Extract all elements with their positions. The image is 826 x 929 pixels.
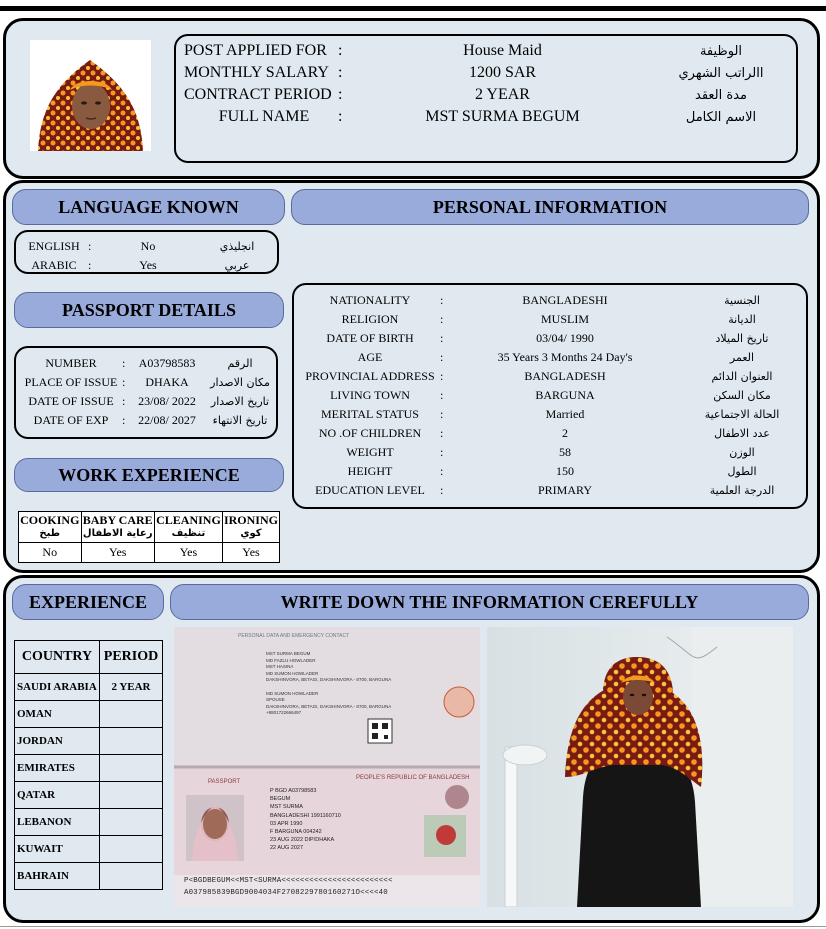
personal-label: LIVING TOWN	[330, 388, 410, 402]
work-experience-table	[18, 511, 280, 563]
experience-row	[15, 782, 163, 809]
header-value: MST SURMA BEGUM	[425, 108, 580, 125]
work-column-en: BABY CARE	[82, 513, 153, 527]
passport-arabic-label: الرقم	[227, 357, 253, 370]
language-label: ENGLISH	[28, 239, 80, 253]
work-column-ar: طبخ	[39, 528, 61, 539]
personal-value: 35 Years 3 Months 24 Day's	[497, 350, 633, 364]
personal-label: NO .OF CHILDREN	[318, 426, 422, 440]
header-arabic-label: الاسم الكامل	[685, 110, 757, 125]
language-value: No	[140, 239, 156, 253]
period-header: PERIOD	[100, 641, 163, 674]
passport-colon: :	[122, 413, 126, 427]
work-column-en: CLEANING	[156, 513, 221, 527]
personal-arabic-label: تاريخ الميلاد	[715, 332, 769, 345]
header-arabic-label: االراتب الشهري	[678, 66, 764, 81]
experience-country: OMAN	[15, 701, 100, 728]
personal-label: EDUCATION LEVEL	[315, 483, 425, 497]
header-arabic-label: مدة العقد	[695, 88, 747, 103]
top-rule	[0, 6, 826, 11]
personal-colon: :	[440, 407, 444, 421]
work-column-value: Yes	[222, 543, 279, 563]
language-arabic-label: عربي	[224, 259, 250, 272]
write-down-title: WRITE DOWN THE INFORMATION CEREFULLY	[170, 584, 809, 620]
passport-scan-data-line: 03 APR 1990	[270, 820, 303, 827]
experience-row	[15, 728, 163, 755]
passport-value: 23/08/ 2022	[138, 394, 196, 408]
personal-label: WEIGHT	[346, 445, 394, 459]
work-column-header	[222, 512, 279, 543]
passport-scan-line: MD SUMON HOWLADER	[266, 670, 319, 676]
passport-arabic-label: مكان الاصدار	[210, 376, 270, 389]
experience-row	[15, 674, 163, 701]
personal-information-title: PERSONAL INFORMATION	[291, 189, 809, 225]
passport-label: DATE OF EXP	[33, 413, 109, 427]
experience-country: SAUDI ARABIA	[15, 674, 100, 701]
passport-mrz-line-2: A037985839BGD9004034F2708229780160271O<<<<40	[184, 889, 388, 897]
work-column-header	[19, 512, 82, 543]
work-column-value: Yes	[81, 543, 154, 563]
experience-country: EMIRATES	[15, 755, 100, 782]
passport-scan-data-line: BEGUM	[270, 796, 291, 803]
passport-label: PLACE OF ISSUE	[24, 375, 118, 389]
personal-arabic-label: العنوان الدائم	[711, 370, 773, 383]
experience-country: KUWAIT	[15, 836, 100, 863]
passport-scan-data-line: P BGD A03798583	[270, 788, 317, 794]
personal-value: 150	[556, 464, 574, 478]
passport-scan-data-line: BANGLADESHI 1991160710	[270, 812, 341, 819]
work-column-en: IRONING	[223, 513, 278, 527]
passport-scan-line: MD FAZLU HOWLADER	[266, 657, 316, 663]
passport-details-title: PASSPORT DETAILS	[14, 292, 284, 328]
header-colon: :	[338, 86, 343, 103]
experience-row	[15, 836, 163, 863]
personal-value: 58	[559, 445, 571, 459]
experience-period	[100, 863, 163, 890]
passport-scan-country: PEOPLE'S REPUBLIC OF BANGLADESH	[356, 775, 470, 781]
passport-scan-heading: PERSONAL DATA AND EMERGENCY CONTACT	[238, 633, 350, 639]
language-value: Yes	[139, 258, 157, 272]
bottom-edge	[0, 926, 826, 927]
passport-scan-image	[174, 627, 480, 907]
passport-scan-line: SPOUSE	[266, 697, 285, 703]
language-colon: :	[88, 258, 92, 272]
header-colon: :	[338, 64, 343, 81]
experience-country: JORDAN	[15, 728, 100, 755]
personal-arabic-label: الجنسية	[724, 294, 760, 307]
personal-colon: :	[440, 483, 444, 497]
passport-scan-data-line: 23 AUG 2022 DIP/DHAKA	[270, 837, 335, 844]
personal-label: AGE	[357, 350, 383, 364]
personal-colon: :	[440, 426, 444, 440]
personal-colon: :	[440, 331, 444, 345]
language-arabic-label: انجليذي	[219, 240, 255, 253]
personal-arabic-label: الطول	[727, 465, 757, 478]
experience-country: BAHRAIN	[15, 863, 100, 890]
language-colon: :	[88, 239, 92, 253]
personal-arabic-label: الدرجة العلمية	[709, 484, 775, 497]
experience-row	[15, 809, 163, 836]
experience-row	[15, 863, 163, 890]
personal-label: HEIGHT	[347, 464, 393, 478]
personal-value: MUSLIM	[540, 312, 589, 326]
experience-period	[100, 836, 163, 863]
work-column-header	[154, 512, 222, 543]
experience-period	[100, 728, 163, 755]
personal-label: MERITAL STATUS	[321, 407, 419, 421]
passport-scan-line: +8801722666497	[266, 710, 302, 716]
header-value: 1200 SAR	[468, 64, 537, 81]
passport-scan-word: PASSPORT	[208, 779, 241, 785]
header-arabic-label: الوظيفة	[699, 44, 743, 59]
passport-scan-line: DAKSHINVORA, BETAGI, DAKSHINVORA - 8700, BARGUNA	[266, 703, 392, 709]
passport-scan-line: MD SUMON HOWLADER	[266, 690, 319, 696]
experience-period: 2 YEAR	[100, 674, 163, 701]
personal-value: BANGLADESH	[524, 369, 606, 383]
personal-arabic-label: مكان السكن	[713, 389, 771, 402]
work-column-ar: تنظيف	[171, 528, 206, 539]
personal-arabic-label: الوزن	[729, 446, 755, 459]
passport-colon: :	[122, 375, 126, 389]
work-column-ar: كوي	[240, 528, 262, 539]
header-colon: :	[338, 42, 343, 59]
experience-period	[100, 782, 163, 809]
passport-colon: :	[122, 356, 126, 370]
header-value: 2 YEAR	[475, 86, 530, 103]
passport-value: A03798583	[138, 356, 196, 370]
personal-value: 03/04/ 1990	[536, 331, 594, 345]
personal-colon: :	[440, 445, 444, 459]
personal-colon: :	[440, 350, 444, 364]
passport-arabic-label: تاريخ الانتهاء	[212, 414, 268, 427]
work-column-en: COOKING	[20, 513, 80, 527]
personal-colon: :	[440, 369, 444, 383]
personal-value: BANGLADESHI	[522, 293, 608, 307]
experience-table	[14, 640, 163, 890]
personal-arabic-label: الحالة الاجتماعية	[704, 408, 780, 421]
personal-label: NATIONALITY	[329, 293, 411, 307]
passport-scan-line: MST SURMA BEGUM	[266, 651, 311, 656]
header-value: House Maid	[463, 42, 542, 59]
country-header: COUNTRY	[15, 641, 100, 674]
personal-arabic-label: الديانة	[728, 313, 756, 326]
personal-colon: :	[440, 388, 444, 402]
passport-arabic-label: تاريخ الاصدار	[210, 395, 270, 408]
personal-label: DATE OF BIRTH	[326, 331, 414, 345]
personal-arabic-label: عدد الاطفال	[714, 427, 770, 440]
personal-arabic-label: العمر	[729, 351, 755, 364]
personal-colon: :	[440, 293, 444, 307]
personal-value: BARGUNA	[535, 388, 595, 402]
language-label: ARABIC	[31, 258, 77, 272]
passport-colon: :	[122, 394, 126, 408]
passport-label: DATE OF ISSUE	[28, 394, 114, 408]
work-column-value: Yes	[154, 543, 222, 563]
work-column-value: No	[19, 543, 82, 563]
passport-mrz-line-1: P<BGDBEGUM<<MST<SURMA<<<<<<<<<<<<<<<<<<<<<<<<	[184, 877, 393, 885]
personal-colon: :	[440, 464, 444, 478]
experience-title: EXPERIENCE	[12, 584, 164, 620]
full-body-photo	[487, 627, 793, 907]
header-label: MONTHLY SALARY	[184, 64, 329, 81]
work-column-ar: رعاية الاطفال	[82, 528, 153, 539]
personal-value: PRIMARY	[537, 483, 593, 497]
personal-value: Married	[545, 407, 585, 421]
experience-country: QATAR	[15, 782, 100, 809]
work-column-header	[81, 512, 154, 543]
personal-label: RELIGION	[341, 312, 399, 326]
experience-country: LEBANON	[15, 809, 100, 836]
header-label: POST APPLIED FOR	[184, 42, 327, 59]
header-colon: :	[338, 108, 343, 125]
work-experience-title: WORK EXPERIENCE	[14, 458, 284, 492]
header-label: CONTRACT PERIOD	[184, 86, 332, 103]
experience-row	[15, 755, 163, 782]
passport-value: 22/08/ 2027	[138, 413, 196, 427]
passport-scan-data-line: F BARGUNA 004242	[270, 829, 322, 836]
experience-period	[100, 701, 163, 728]
personal-colon: :	[440, 312, 444, 326]
passport-label: NUMBER	[45, 356, 97, 370]
personal-label: PROVINCIAL ADDRESS	[305, 369, 435, 383]
experience-row	[15, 701, 163, 728]
profile-photo	[30, 40, 151, 151]
language-known-title: LANGUAGE KNOWN	[12, 189, 285, 225]
passport-scan-data-line: MST SURMA	[270, 804, 303, 811]
passport-scan-line: DAKSHINVORA, BETAGI, DAKSHINVORA - 8700, BARGUNA	[266, 677, 392, 683]
header-label: FULL NAME	[218, 108, 310, 125]
passport-scan-data-line: 22 AUG 2027	[270, 845, 304, 852]
passport-scan-line	[266, 684, 391, 691]
passport-value: DHAKA	[145, 375, 189, 389]
experience-period	[100, 755, 163, 782]
experience-period	[100, 809, 163, 836]
personal-value: 2	[562, 426, 568, 440]
passport-scan-line: MST HASINA	[266, 664, 294, 670]
